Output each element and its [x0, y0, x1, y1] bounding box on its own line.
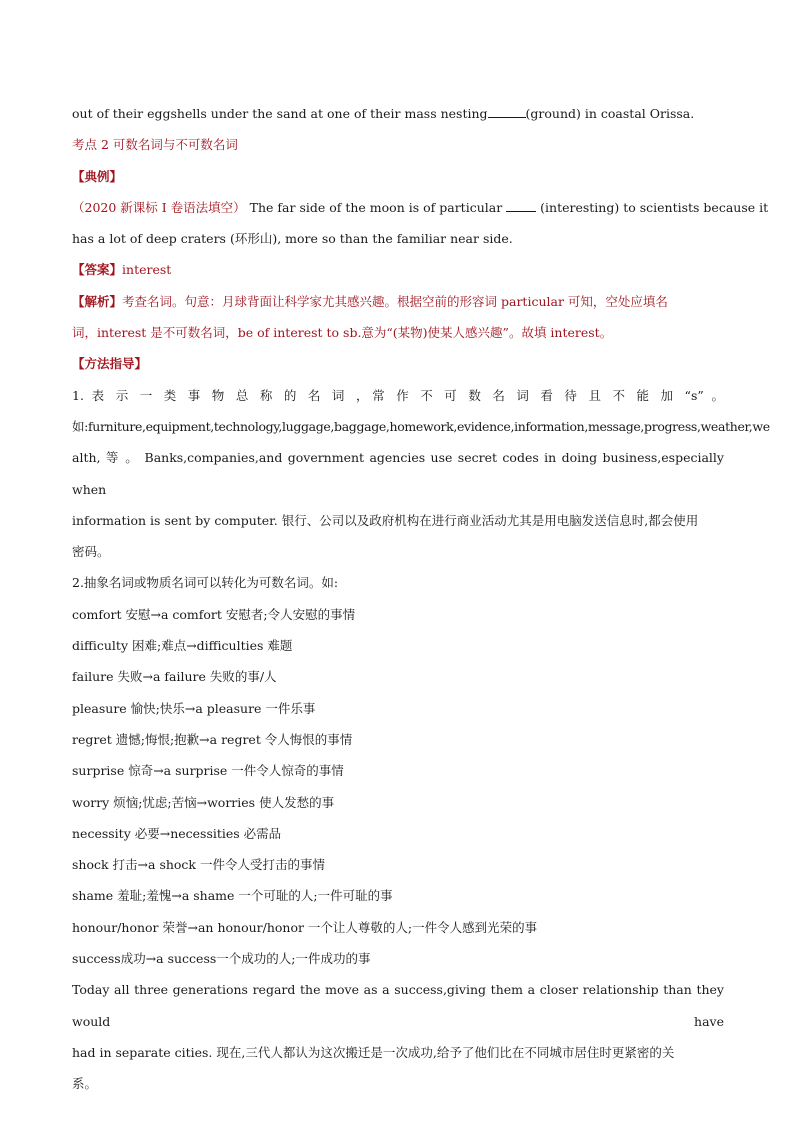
text-segment: The far side of the moon is of particular — [249, 199, 503, 215]
method-point-1-examples: 如:furniture,equipment,technology,luggage,baggage,homework,evidence,information,message,progress,weather,we — [72, 418, 770, 434]
list-item: shame 羞耻;羞愧→a shame 一个可耻的人;一件可耻的事 — [72, 888, 393, 904]
example-line-2: has a lot of deep craters (环形山), more so than the familiar near side. — [72, 231, 513, 247]
method-point-1-line4: information is sent by computer. 银行、公司以及政府机构在进行商业活动尤其是用电脑发送信息时,都会使用 — [72, 512, 699, 528]
document-body — [72, 98, 770, 1100]
text-segment: (interesting) to scientists because it — [540, 199, 769, 215]
list-item: honour/honor 荣誉→an honour/honor 一个让人尊敬的人;一件令人感到光荣的事 — [72, 919, 538, 935]
list-item: pleasure 愉快;快乐→a pleasure 一件乐事 — [72, 700, 316, 716]
method-point-1: 1. 表 示 一 类 事 物 总 称 的 名 词 ，常 作 不 可 数 名 词 看 待 且 不 能 加 “s” 。 — [72, 387, 724, 403]
method-point-1-line5: 密码。 — [72, 544, 110, 560]
text-line — [72, 98, 724, 129]
method-header: 【方法指导】 — [72, 356, 148, 372]
example-line — [72, 192, 769, 223]
fill-blank — [488, 105, 526, 118]
example-header: 【典例】 — [72, 168, 123, 184]
list-item: necessity 必要→necessities 必需品 — [72, 825, 282, 841]
section-title: 考点 2 可数名词与不可数名词 — [72, 137, 238, 153]
list-item: surprise 惊奇→a surprise 一件令人惊奇的事情 — [72, 763, 344, 779]
analysis-text-2: 词，interest 是不可数名词，be of interest to sb.意为“(某物)使某人感兴趣”。故填 interest。 — [72, 325, 613, 341]
final-example-line2: had in separate cities. 现在,三代人都认为这次搬迁是一次成功,给予了他们比在不同城市居住时更紧密的关 — [72, 1044, 675, 1060]
analysis-header: 【解析】 — [72, 293, 123, 309]
list-item: difficulty 困难;难点→difficulties 难题 — [72, 638, 293, 654]
list-item: comfort 安慰→a comfort 安慰者;令人安慰的事情 — [72, 606, 356, 622]
answer-line — [72, 254, 724, 285]
example-source: （2020 新课标 I 卷语法填空） — [72, 199, 246, 215]
list-item: failure 失败→a failure 失败的事/人 — [72, 669, 277, 685]
list-item: shock 打击→a shock 一件令人受打击的事情 — [72, 857, 325, 873]
text-segment: out of their eggshells under the sand at one of their mass nesting — [72, 106, 488, 121]
analysis-text: 考查名词。句意：月球背面让科学家尤其感兴趣。根据空前的形容词 particular 可知，空处应填名 — [122, 293, 668, 309]
list-item: regret 遗憾;悔恨;抱歉→a regret 令人悔恨的事情 — [72, 731, 353, 747]
text-segment: (ground) in coastal Orissa. — [525, 106, 695, 121]
list-item: success成功→a success一个成功的人;一件成功的事 — [72, 951, 371, 967]
answer-header: 【答案】 — [72, 262, 123, 278]
answer-value: interest — [122, 262, 172, 278]
method-point-2: 2.抽象名词或物质名词可以转化为可数名词。如: — [72, 575, 339, 591]
method-point-1-line3: alth, 等 。 Banks,companies,and government agencies use secret codes in doing business,especially when — [72, 450, 724, 497]
final-example-line3: 系。 — [72, 1076, 98, 1092]
final-example-line1: Today all three generations regard the move as a success,giving them a closer relationship than they would have — [72, 982, 724, 1029]
fill-blank — [506, 199, 536, 212]
list-item: worry 烦恼;忧虑;苦恼→worries 使人发愁的事 — [72, 794, 335, 810]
analysis-line — [72, 286, 724, 317]
